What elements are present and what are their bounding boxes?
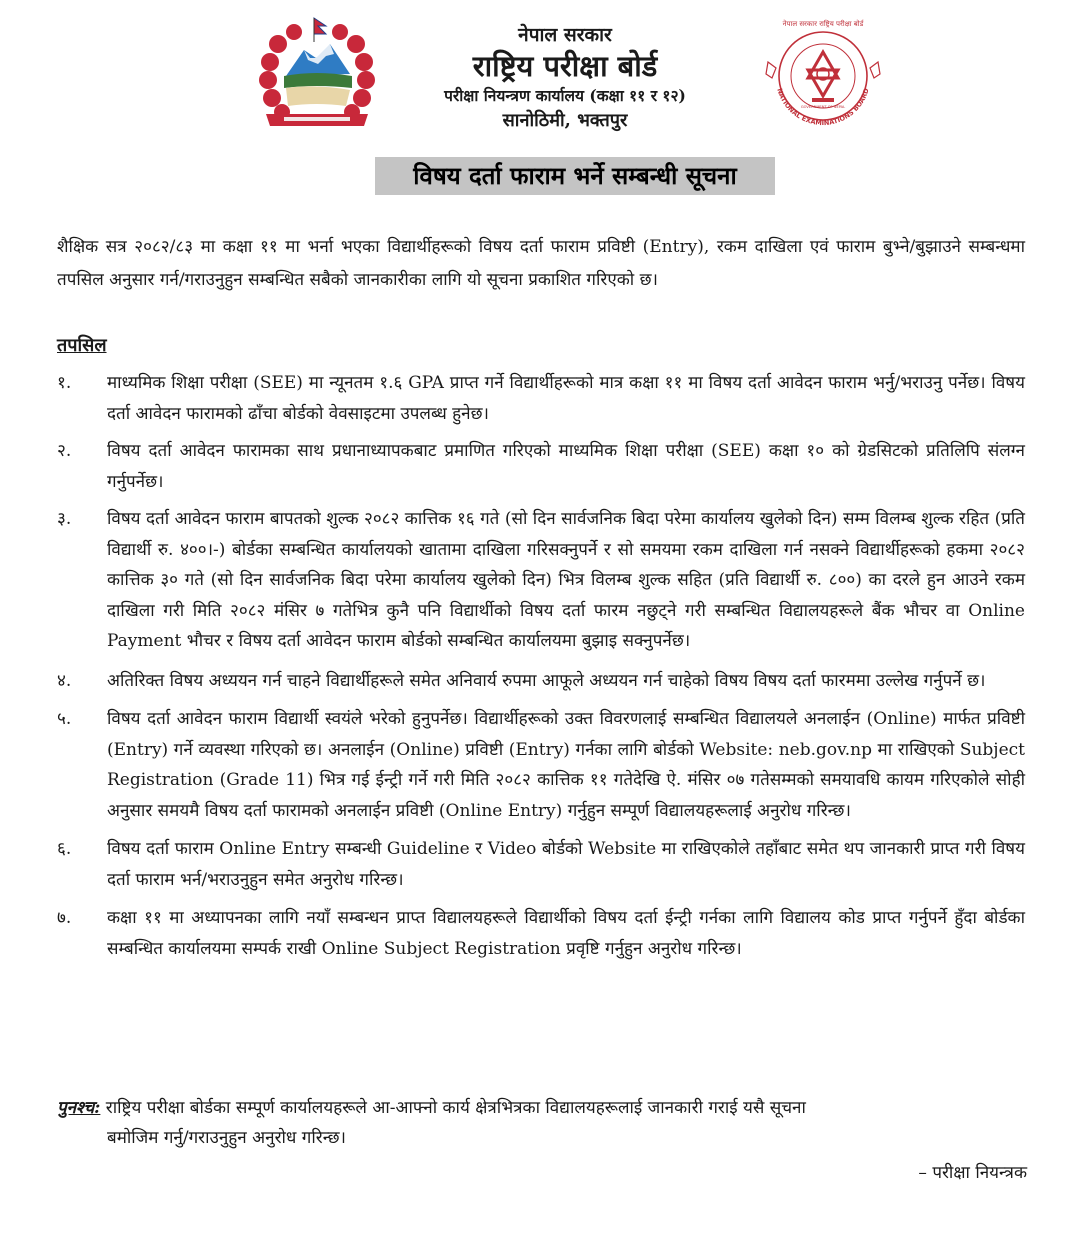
item-text: विषय दर्ता फाराम Online Entry सम्बन्धी Guideline र Video बोर्डको Website मा राखिएकोले तहाँबाट समेत थप जानकारी प्राप्त गरी विषय दर्ता फाराम भर्न/भराउनुहुन समेत अनुरोध गरिन्छ।	[107, 839, 1025, 890]
item-number: ४.	[57, 670, 72, 691]
item-text: विषय दर्ता आवेदन फाराम विद्यार्थी स्वयंले भरेको हुनुपर्नेछ। विद्यार्थीहरूको उक्त विवरणलाई सम्बन्धित विद्यालयले अनलाईन (Online) मार्फत प्रविष्टी (Entry) गर्ने व्यवस्था गरिएको छ। अनलाईन (Online) प्रविष्टी (Entry) गर्नका लागि बोर्डको Website: neb.gov.np मा राखिएको Subject Registration (Grade 11) भित्र गई ईन्ट्री गर्ने गरी मिति २०८२ कात्तिक ११ गतेदेखि ऐ. मंसिर ०७ गतेसम्मको समयावधि कायम गरिएकोले सोही अनुसार समयमै विषय दर्ता फारामको अनलाईन प्रविष्टी (Online Entry) गर्नुहुन सम्पूर्ण विद्यालयहरूलाई अनुरोध गरिन्छ।	[107, 709, 1025, 821]
letterhead	[0, 0, 1080, 150]
list-item	[57, 903, 1025, 964]
item-number: १.	[57, 373, 72, 393]
neb-seal-icon	[762, 12, 884, 134]
item-text: माध्यमिक शिक्षा परीक्षा (SEE) मा न्यूनतम १.६ GPA प्राप्त गर्ने विद्यार्थीहरूको मात्र कक्षा ११ मा विषय दर्ता आवेदन फाराम भर्नु/भराउनु पर्नेछ। विषय दर्ता आवेदन फारामको ढाँचा बोर्डको वेवसाइटमा उपलब्ध हुनेछ।	[107, 373, 1025, 424]
item-text: विषय दर्ता आवेदन फाराम बापतको शुल्क २०८२ कात्तिक १६ गते (सो दिन सार्वजनिक बिदा परेमा कार्यालय खुलेको दिन) सम्म विलम्ब शुल्क रहित (प्रति विद्यार्थी रु. ४००।-) बोर्डका सम्बन्धित कार्यालयको खातामा दाखिला गरिसक्नुपर्ने र सो समयमा रकम दाखिला गर्न नसक्ने विद्यार्थीहरूको हकमा २०८२ कात्तिक ३० गते (सो दिन सार्वजनिक बिदा परेमा कार्यालय खुलेको दिन) भित्र विलम्ब शुल्क सहित (प्रति विद्यार्थी रु. ८००) का दरले हुन आउने रकम दाखिला गरी मिति २०८२ मंसिर ७ गतेभित्र कुनै पनि विद्यार्थीको विषय दर्ता फारम नछुट्ने गरी सम्बन्धित विद्यालयहरूले बैंक भौचर वा Online Payment भौचर र विषय दर्ता आवेदन फाराम बोर्डको सम्बन्धित कार्यालयमा बुझाइ सक्नुपर्नेछ।	[107, 509, 1025, 651]
seal-text-top: नेपाल सरकार राष्ट्रिय परीक्षा बोर्ड	[782, 20, 864, 28]
item-number: २.	[57, 441, 72, 461]
signatory: – परीक्षा नियन्त्रक	[918, 1163, 1027, 1183]
item-number: ६.	[57, 839, 72, 859]
office-address: सानोठिमी, भक्तपुर	[502, 110, 628, 131]
item-number: ३.	[57, 509, 72, 529]
intro-paragraph: शैक्षिक सत्र २०८२/८३ मा कक्षा ११ मा भर्ना भएका विद्यार्थीहरूको विषय दर्ता फाराम प्रविष्टी (Entry), रकम दाखिला एवं फाराम बुभ्ने/बुझाउने सम्बन्धमा तपसिल अनुसार गर्न/गराउनुहुन सम्बन्धित सबैको जानकारीका लागि यो सूचना प्रकाशित गरिएको छ।	[57, 237, 1025, 290]
postscript-note	[57, 1093, 1025, 1153]
list-item	[57, 504, 1025, 657]
list-item	[57, 834, 1025, 895]
notice-items	[57, 368, 1025, 964]
list-item	[57, 666, 1025, 697]
seal-text-bottom: NATIONAL EXAMINATIONS BOARD	[775, 87, 871, 128]
notice-title: विषय दर्ता फाराम भर्ने सम्बन्धी सूचना	[375, 157, 775, 195]
list-item	[57, 704, 1025, 826]
item-text: कक्षा ११ मा अध्यापनका लागि नयाँ सम्बन्धन प्राप्त विद्यालयहरूले विद्यार्थीको विषय दर्ता ईन्ट्री गर्नका लागि विद्यालय कोड प्राप्त गर्नुपर्ने हुँदा बोर्डका सम्बन्धित कार्यालयमा सम्पर्क राखी Online Subject Registration प्रवृष्टि गर्नुहुन अनुरोध गरिन्छ।	[107, 908, 1025, 959]
board-name: राष्ट्रिय परीक्षा बोर्ड	[472, 49, 658, 83]
office-name: परीक्षा नियन्त्रण कार्यालय (कक्षा ११ र १२)	[444, 86, 686, 105]
item-text: विषय दर्ता आवेदन फारामका साथ प्रधानाध्यापकबाट प्रमाणित गरिएको माध्यमिक शिक्षा परीक्षा (SEE) कक्षा १० को ग्रेडसिटको प्रतिलिपि संलग्न गर्नुपर्नेछ।	[107, 441, 1025, 492]
item-text: अतिरिक्त विषय अध्ययन गर्न चाहने विद्यार्थीहरूले समेत अनिवार्य रुपमा आफूले अध्ययन गर्न चाहेको विषय विषय दर्ता फारममा उल्लेख गर्नुपर्ने छ।	[107, 670, 986, 691]
postscript-label: पुनश्च:	[57, 1098, 101, 1118]
government-name: नेपाल सरकार	[518, 24, 612, 46]
section-heading: तपसिल	[57, 335, 107, 356]
item-number: ७.	[57, 908, 72, 928]
list-item	[57, 436, 1025, 497]
item-number: ५.	[57, 709, 72, 729]
nepal-government-emblem-icon	[256, 14, 378, 138]
list-item	[57, 368, 1025, 429]
letterhead-text	[380, 22, 750, 134]
seal-text-inner: GOVERNMENT OF NEPAL	[800, 105, 846, 109]
postscript-line-1: राष्ट्रिय परीक्षा बोर्डका सम्पूर्ण कार्यालयहरूले आ-आफ्नो कार्य क्षेत्रभित्रका विद्यालयहरूलाई जानकारी गराई यसै सूचना	[105, 1098, 806, 1118]
postscript-line-2: बमोजिम गर्नु/गराउनुहुन अनुरोध गरिन्छ।	[107, 1128, 346, 1148]
